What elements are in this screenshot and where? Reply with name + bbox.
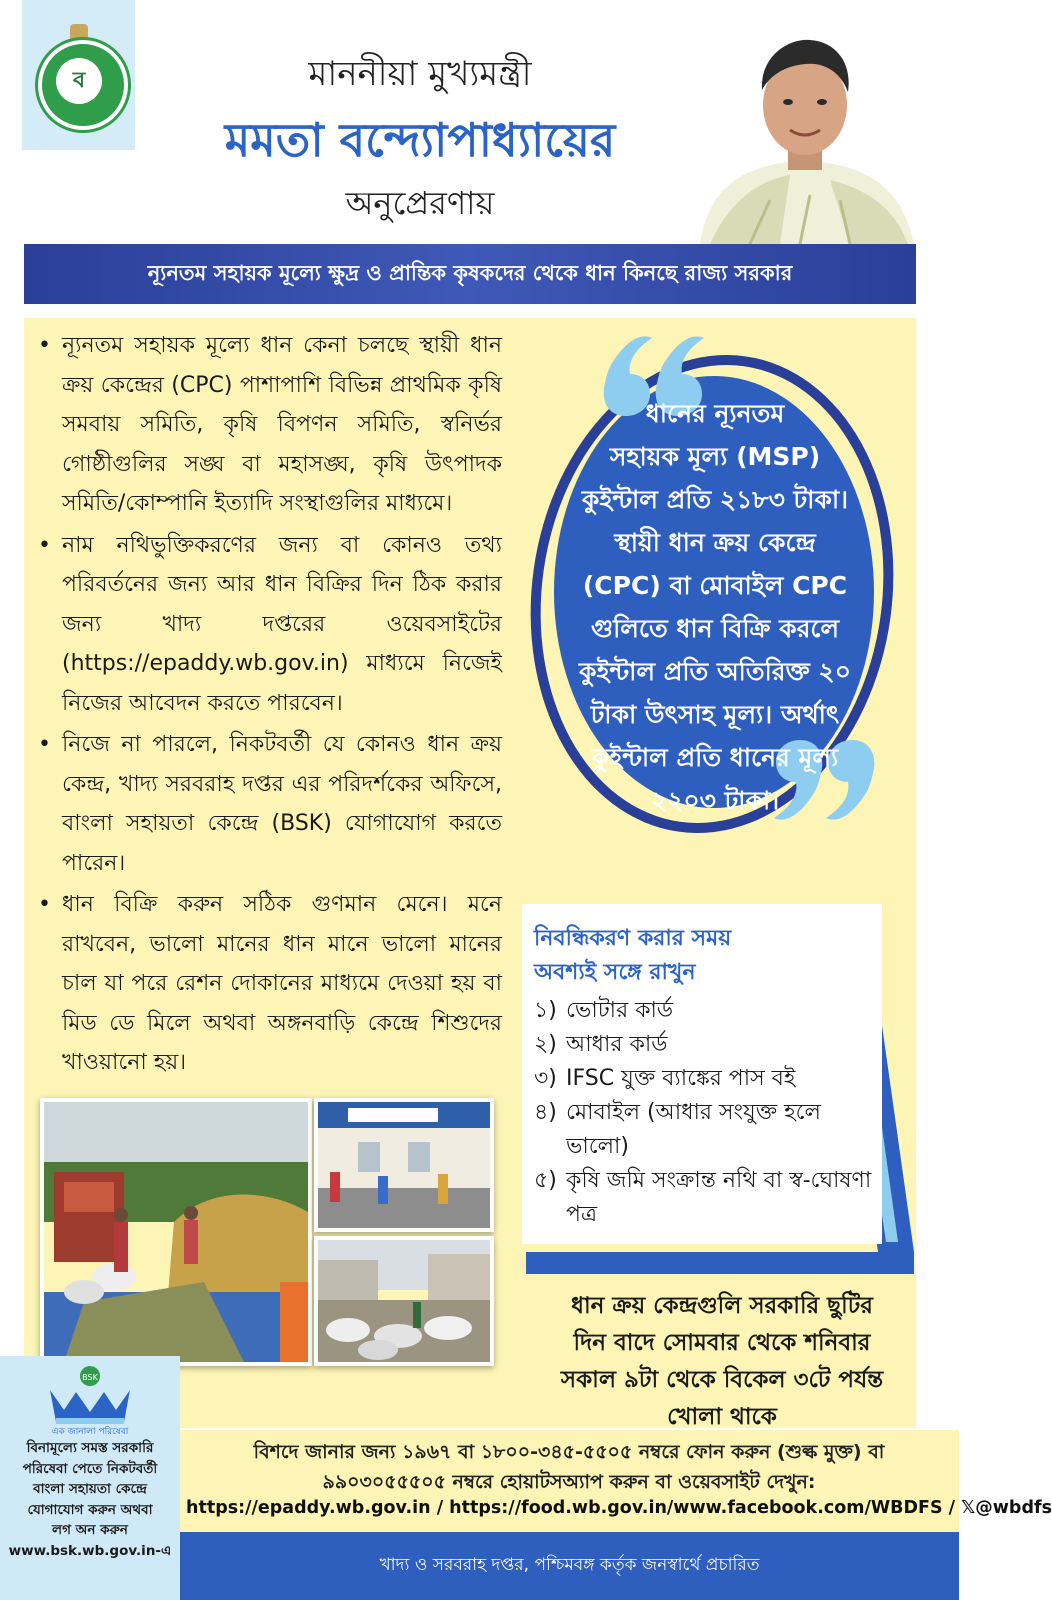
paddy-weighing-photo [40,1098,312,1366]
bsk-line: লগ অন করুন [52,1522,128,1539]
document-item [534,1028,874,1062]
bsk-line: পরিষেবা পেতে নিকটবর্তী [22,1460,158,1477]
whatsapp-text: ৯৯০৩০৫৫৫০৫ নম্বরে হোয়াটসঅ্যাপ করুন বা ওয়েবসাইট দেখুন: [322,1471,816,1493]
msp-line: (CPC) বা মোবাইল CPC [582,571,848,600]
document-item [534,1096,874,1164]
bsk-line: বাংলা সহায়তা কেন্দ্রে [33,1481,147,1498]
msp-line: টাকা উৎসাহ মূল্য। অর্থাৎ [590,700,840,729]
document-number: ২) [534,1032,557,1057]
hours-line: সকাল ৯টা থেকে বিকেল ৩টে পর্যন্ত [560,1367,884,1393]
msp-line: গুলিতে ধান বিক্রি করলে [590,614,840,643]
documents-list [534,994,874,1232]
document-text: IFSC যুক্ত ব্যাঙ্কের পাস বই [566,1066,796,1091]
document-text: ভোটার কার্ড [566,998,674,1023]
bsk-website-link[interactable]: www.bsk.wb.gov.in-এ [8,1542,172,1559]
msp-line: কুইন্টাল প্রতি অতিরিক্ত ২০ [579,657,851,686]
msp-line: কুইন্টাল প্রতি ধানের মূল্য [591,743,839,772]
honorific-line: মাননীয়া মুখ্যমন্ত্রী [308,54,532,94]
msp-line: ধানের ন্যূনতম [645,399,785,428]
document-number: ১) [534,998,557,1023]
chief-minister-portrait [690,30,918,244]
document-item [534,994,874,1028]
bsk-line: যোগাযোগ করুন অথবা [27,1501,153,1518]
procurement-centre-photo [314,1098,494,1232]
document-text: মোবাইল (আধার সংযুক্ত হলে ভালো) [566,1100,821,1159]
headline-banner: ন্যূনতম সহায়ক মূল্যে ক্ষুদ্র ও প্রান্তিক কৃষকদের থেকে ধান কিনছে রাজ্য সরকার [24,244,916,304]
document-number: ৪) [534,1100,557,1125]
bsk-line: বিনামূল্যে সমস্ত সরকারি [26,1440,154,1456]
hours-line: দিন বাদে সোমবার থেকে শনিবার [573,1330,871,1356]
documents-heading-line: নিবন্ধিকরণ করার সময় [534,926,732,951]
bsk-logo-text: BSK [82,1373,98,1382]
chief-minister-name: মমতা বন্দ্যোপাধ্যায়ের [224,113,616,167]
hours-line: খোলা থাকে [667,1404,777,1430]
hours-line: ধান ক্রয় কেন্দ্রগুলি সরকারি ছুটির [571,1293,873,1319]
msp-line: স্থায়ী ধান ক্রয় কেন্দ্রে [614,528,816,557]
documents-heading [534,922,864,990]
paddy-sacks-photo [314,1236,494,1366]
helpline-text: বিশদে জানার জন্য ১৯৬৭ বা ১৮০০-৩৪৫-৫৫০৫ নম্বরে ফোন করুন (শুল্ক মুক্ত) বা [253,1441,885,1463]
document-item [534,1164,874,1232]
opening-hours-notice [532,1288,912,1436]
website-links[interactable]: https://epaddy.wb.gov.in / https://food.wb.gov.in/www.facebook.com/WBDFS / 𝕏@wbdfs [186,1498,1052,1518]
inspiration-line: অনুপ্রেরণায় [345,184,495,222]
document-text: আধার কার্ড [566,1032,668,1057]
footer-credit: খাদ্য ও সরবরাহ দপ্তর, পশ্চিমবঙ্গ কর্তৃক জনস্বার্থে প্রচারিত [180,1532,959,1600]
msp-quote-text [552,392,878,822]
documents-heading-line: অবশ্যই সঙ্গে রাখুন [534,960,696,985]
msp-line: ২২০৩ টাকা। [650,786,780,815]
msp-line: কুইন্টাল প্রতি ২১৮৩ টাকা। [581,485,849,514]
bullet-quality-advice: • ধান বিক্রি করুন সঠিক গুণমান মেনে। মনে রাখবেন, ভালো মানের ধান মানে ভালো মানের চাল যা পরে রেশন দোকানের মাধ্যমে দেওয়া হয় বা মিড ডে মিলে অথবা অঙ্গনবাড়ি কেন্দ্রে শিশুদের খাওয়ানো হয়। [38,885,502,1083]
bullet-offline-help: • নিজে না পারলে, নিকটবর্তী যে কোনও ধান ক্রয় কেন্দ্র, খাদ্য সরবরাহ দপ্তর এর পরিদর্শকের অফিসে, বাংলা সহায়তা কেন্দ্রে (BSK) যোগাযোগ করতে পারেন। [38,725,502,883]
document-number: ৫) [534,1168,557,1193]
info-bullet-list [38,326,502,1085]
document-item [534,1062,874,1096]
document-text: কৃষি জমি সংক্রান্ত নথি বা স্ব-ঘোষণা পত্র [566,1168,872,1227]
bsk-caption: এক জানালা পরিষেবা [51,1427,129,1437]
bullet-procurement-channels: • ন্যূনতম সহায়ক মূল্যে ধান কেনা চলছে স্থায়ী ধান ক্রয় কেন্দ্রের (CPC) পাশাপাশি বিভিন্ন প্রাথমিক কৃষি সমবায় সমিতি, কৃষি বিপণন সমিতি, স্বনির্ভর গোষ্ঠীগুলির সঙ্ঘ বা মহাসঙ্ঘ, কৃষি উৎপাদক সমিতি/কোম্পানি ইত্যাদি সংস্থাগুলির মাধ্যমে। [38,326,502,524]
document-number: ৩) [534,1066,557,1091]
msp-line: সহায়ক মূল্য (MSP) [609,442,821,471]
bsk-info-text [4,1438,176,1562]
emblem-seal-icon: ব [56,58,102,104]
bullet-online-registration: • নাম নথিভুক্তিকরণের জন্য বা কোনও তথ্য পরিবর্তনের জন্য আর ধান বিক্রির দিন ঠিক করার জন্য খাদ্য দপ্তরের ওয়েবসাইটের (https://epaddy.wb.gov.in) মাধ্যমে নিজেই নিজের আবেদন করতে পারবেন। [38,526,502,724]
